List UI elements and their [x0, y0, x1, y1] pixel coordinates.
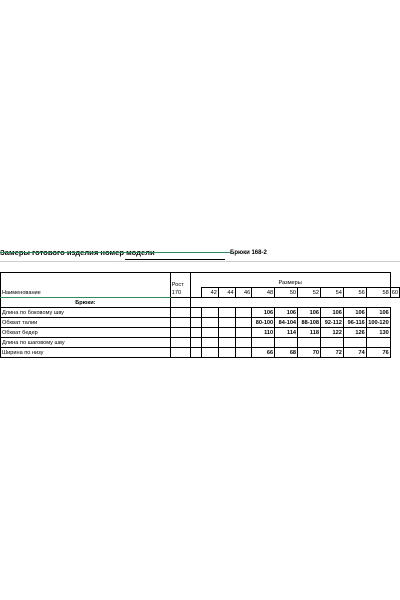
empty-cell [190, 298, 390, 308]
value-cell: 110 [252, 328, 275, 338]
value-cell [202, 338, 219, 348]
header-row-1 [1, 273, 400, 288]
empty-cell [170, 298, 190, 308]
table-row [1, 328, 400, 338]
value-cell: 130 [366, 328, 390, 338]
value-cell [235, 328, 252, 338]
size-46: 46 [235, 288, 252, 298]
measurement-name: Обхват талии [1, 318, 171, 328]
value-cell: 88-108 [298, 318, 321, 328]
value-cell [190, 328, 202, 338]
value-cell [218, 318, 235, 328]
value-cell [343, 338, 366, 348]
value-cell: 100-120 [366, 318, 390, 328]
rost-header [170, 273, 190, 298]
value-cell: 106 [343, 308, 366, 318]
value-cell: 68 [275, 348, 298, 358]
value-cell: 126 [343, 328, 366, 338]
table-row [1, 348, 400, 358]
value-cell [202, 328, 219, 338]
value-cell: 106 [298, 308, 321, 318]
value-cell [298, 338, 321, 348]
value-cell [235, 318, 252, 328]
size-52: 52 [298, 288, 321, 298]
size-48: 48 [252, 288, 275, 298]
value-cell [252, 338, 275, 348]
value-cell [235, 348, 252, 358]
value-cell [218, 308, 235, 318]
measurement-name: Длина по боковому шву [1, 308, 171, 318]
size-54: 54 [320, 288, 343, 298]
value-cell [202, 318, 219, 328]
spreadsheet [0, 240, 400, 370]
title-row [0, 248, 400, 262]
value-cell [202, 348, 219, 358]
rost-cell [170, 318, 190, 328]
value-cell: 74 [343, 348, 366, 358]
value-cell [366, 338, 390, 348]
value-cell: 118 [298, 328, 321, 338]
value-cell: 96-116 [343, 318, 366, 328]
size-50: 50 [275, 288, 298, 298]
value-cell: 70 [298, 348, 321, 358]
value-cell [320, 338, 343, 348]
value-cell [218, 338, 235, 348]
sheet-title: Замеры готового изделия номер модели [0, 248, 155, 257]
value-cell: 76 [366, 348, 390, 358]
grid-line [0, 261, 400, 262]
section-title: Брюки: [1, 298, 171, 308]
value-cell [235, 338, 252, 348]
name-column-header: Наименование [1, 273, 171, 298]
value-cell: 106 [366, 308, 390, 318]
measurement-name: Ширина по низу [1, 348, 171, 358]
value-cell [218, 328, 235, 338]
rost-text: Рост 170 [171, 282, 184, 296]
value-cell [190, 348, 202, 358]
value-cell: 80-100 [252, 318, 275, 328]
green-border [0, 252, 230, 253]
value-cell: 66 [252, 348, 275, 358]
blank-size-cell [190, 288, 202, 298]
value-cell [235, 308, 252, 318]
model-name: Брюки 168-2 [230, 250, 267, 256]
value-cell [190, 318, 202, 328]
rost-cell [170, 308, 190, 318]
value-cell: 92-112 [320, 318, 343, 328]
value-cell: 122 [320, 328, 343, 338]
table-row [1, 308, 400, 318]
value-cell: 72 [320, 348, 343, 358]
value-cell: 84-104 [275, 318, 298, 328]
size-56: 56 [343, 288, 366, 298]
measurement-name: Длина по шаговому шву [1, 338, 171, 348]
value-cell [190, 308, 202, 318]
size-42: 42 [202, 288, 219, 298]
value-cell: 106 [252, 308, 275, 318]
size-60: 60 [390, 288, 399, 298]
rost-cell [170, 338, 190, 348]
rost-cell [170, 348, 190, 358]
value-cell [190, 338, 202, 348]
value-cell [218, 348, 235, 358]
sizes-header: Размеры [190, 273, 390, 288]
section-row [1, 298, 400, 308]
value-cell [275, 338, 298, 348]
measurement-name: Обхват бедер [1, 328, 171, 338]
size-58: 58 [366, 288, 390, 298]
table-row [1, 338, 400, 348]
value-cell: 106 [320, 308, 343, 318]
measurements-table [0, 272, 400, 358]
size-44: 44 [218, 288, 235, 298]
table-row [1, 318, 400, 328]
value-cell [202, 308, 219, 318]
rost-cell [170, 328, 190, 338]
value-cell: 106 [275, 308, 298, 318]
value-cell: 114 [275, 328, 298, 338]
title-underline [125, 259, 225, 260]
